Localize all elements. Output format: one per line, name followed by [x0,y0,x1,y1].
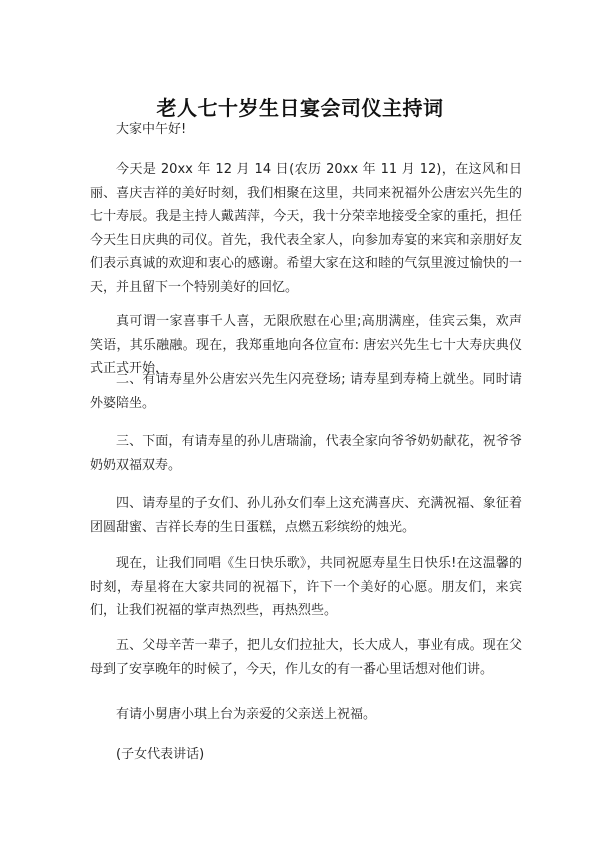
speech-note-paragraph: (子女代表讲话) [116,747,205,762]
opening-paragraph: 今天是 20xx 年 12 月 14 日(农历 20xx 年 11 月 12)，在这风和日丽、喜庆吉祥的美好时刻，我们相聚在这里，共同来祝福外公唐宏兴先生的七十寿辰。我是主持人戴茜萍，今天，我十分荣幸地接受全家的重托，担任今天生日庆典的司仪。首先，我代表全家人，向参加寿宴的来宾和亲朋好友们表示真诚的欢迎和衷心的感谢。希望大家在这和睦的气氛里渡过愉快的一天，并且留下一个特别美好的回忆。 [90,162,522,295]
invitation-paragraph: 有请小舅唐小琪上台为亲爱的父亲送上祝福。 [116,707,377,722]
step-five-paragraph: 五、父母辛苦一辈子，把儿女们拉扯大，长大成人，事业有成。现在父母到了安享晚年的时候了，今天，作儿女的有一番心里话想对他们讲。 [90,638,522,677]
birthday-song-paragraph: 现在，让我们同唱《生日快乐歌》，共同祝愿寿星生日快乐!在这温馨的时刻，寿星将在大家共同的祝福下，许下一个美好的心愿。朋友们，来宾们，让我们祝福的掌声热烈些，再热烈些。 [90,556,522,618]
step-three-paragraph: 三、下面，有请寿星的孙儿唐瑞渝，代表全家向爷爷奶奶献花，祝爷爷奶奶双福双寿。 [90,434,522,473]
step-four-paragraph: 四、请寿星的子女们、孙儿孙女们奉上这充满喜庆、充满祝福、象征着团圆甜蜜、吉祥长寿的生日蛋糕，点燃五彩缤纷的烛光。 [90,496,522,535]
step-two-paragraph: 二、有请寿星外公唐宏兴先生闪亮登场; 请寿星到寿椅上就坐。同时请外婆陪坐。 [90,372,522,411]
document-title: 老人七十岁生日宴会司仪主持词 [156,96,444,121]
ceremony-start-paragraph: 真可谓一家喜事千人喜，无限欣慰在心里;高朋满座，佳宾云集，欢声笑语，其乐融融。现在，我郑重地向各位宣布: 唐宏兴先生七十大寿庆典仪式正式开始， [90,314,522,376]
greeting-paragraph: 大家中午好! [116,122,187,137]
